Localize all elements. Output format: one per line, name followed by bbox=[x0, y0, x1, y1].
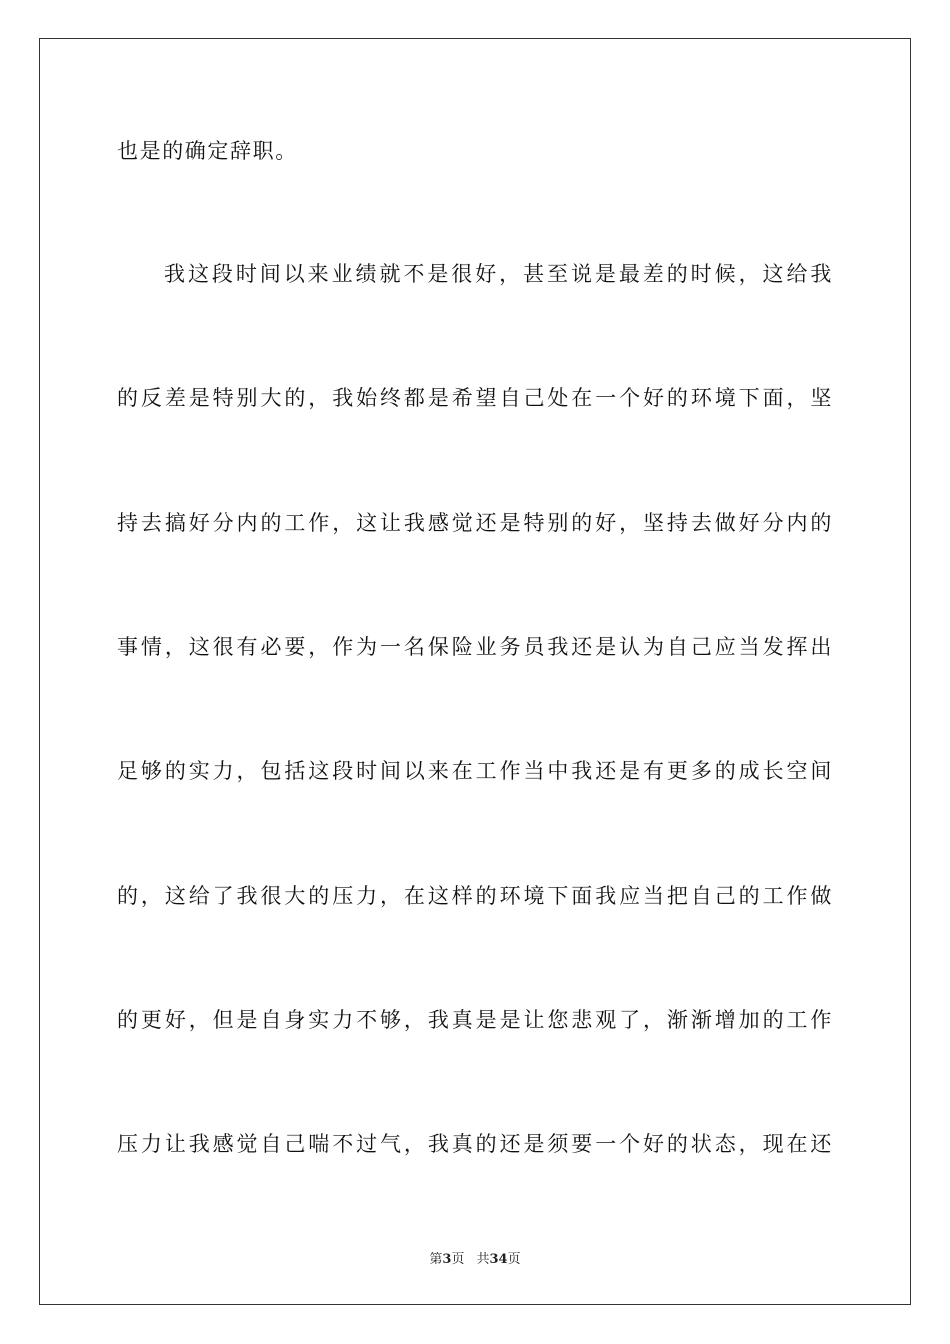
page-suffix: 页 bbox=[451, 1252, 465, 1267]
paragraph-line-4: 持去搞好分内的工作，这让我感觉还是特别的好，坚持去做好分内的 bbox=[117, 511, 833, 535]
paragraph-line-7: 的，这给了我很大的压力，在这样的环境下面我应当把自己的工作做 bbox=[117, 884, 833, 908]
paragraph-line-1: 也是的确定辞职。 bbox=[117, 139, 298, 163]
total-prefix: 共 bbox=[476, 1252, 490, 1267]
paragraph-line-5: 事情，这很有必要，作为一名保险业务员我还是认为自己应当发挥出 bbox=[117, 635, 833, 659]
page-footer bbox=[0, 1248, 950, 1267]
paragraph-line-3: 的反差是特别大的，我始终都是希望自己处在一个好的环境下面，坚 bbox=[117, 386, 833, 410]
paragraph-line-2: 我这段时间以来业绩就不是很好，甚至说是最差的时候，这给我 bbox=[164, 262, 833, 286]
page-prefix: 第 bbox=[429, 1252, 443, 1267]
total-pages: 34 bbox=[489, 1252, 508, 1267]
page-number: 3 bbox=[442, 1252, 452, 1267]
paragraph-line-9: 压力让我感觉自己喘不过气，我真的还是须要一个好的状态，现在还 bbox=[117, 1132, 833, 1156]
page-border bbox=[39, 38, 911, 1305]
paragraph-line-6: 足够的实力，包括这段时间以来在工作当中我还是有更多的成长空间 bbox=[117, 759, 833, 783]
total-suffix: 页 bbox=[507, 1252, 521, 1267]
paragraph-line-8: 的更好，但是自身实力不够，我真是是让您悲观了，渐渐增加的工作 bbox=[117, 1008, 833, 1032]
